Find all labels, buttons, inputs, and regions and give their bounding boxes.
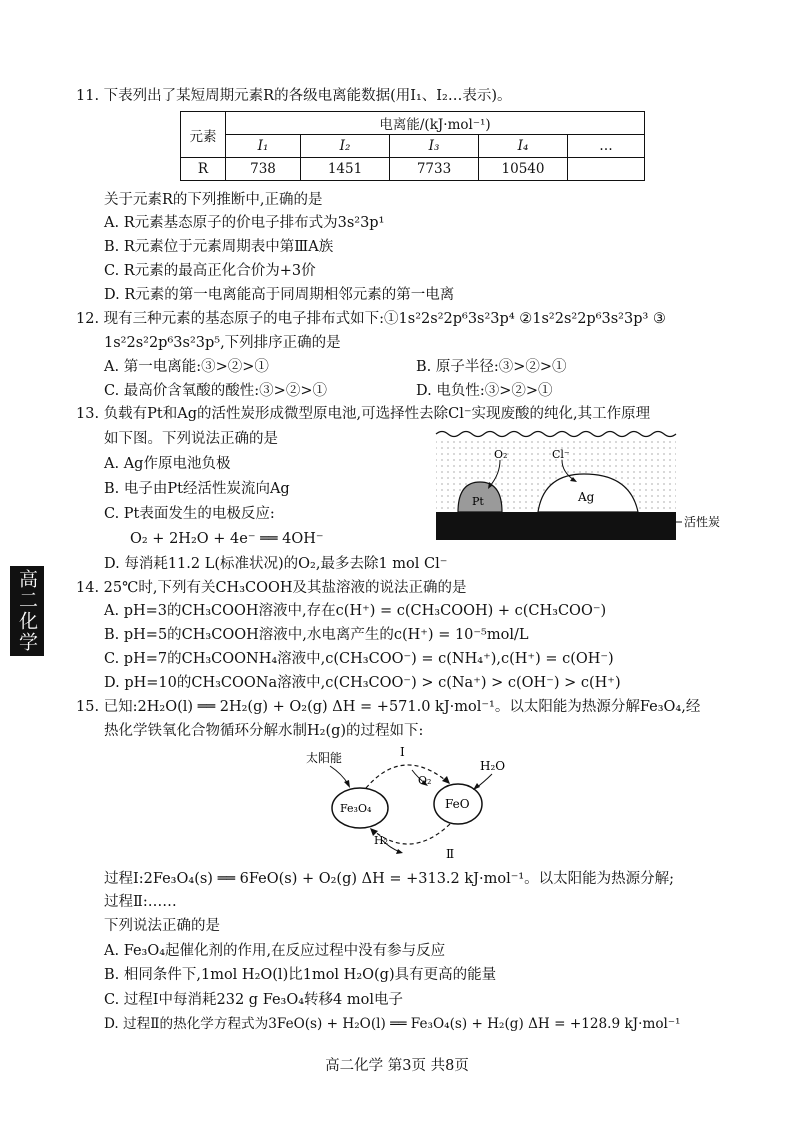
table-subheader: …	[568, 135, 645, 158]
table-cell: 7733	[390, 158, 479, 181]
h2-label: H₂	[374, 834, 389, 847]
step-i-arrow	[366, 765, 450, 788]
q13-option-a: A. Ag作原电池负极	[104, 456, 231, 472]
water-splitting-cycle-figure	[300, 744, 530, 864]
o2-label: O₂	[418, 774, 432, 787]
q13-option-c-equation: O₂ + 2H₂O + 4e⁻ ══ 4OH⁻	[130, 531, 324, 547]
fe3o4-label: Fe₃O₄	[340, 802, 372, 815]
q15-stem-line1: 15. 已知:2H₂O(l) ══ 2H₂(g) + O₂(g) ΔH = +571.0 kJ·mol⁻¹。以太阳能为热源分解Fe₃O₄,经	[76, 699, 701, 715]
q11-option-d: D. R元素的第一电离能高于同周期相邻元素的第一电离	[104, 287, 455, 303]
h2-release-arrowhead	[396, 849, 403, 854]
h2o-input-arrowhead	[473, 783, 480, 790]
q15-prompt: 下列说法正确的是	[104, 918, 220, 934]
table-cell: 1451	[301, 158, 390, 181]
solar-input-arrow	[330, 766, 348, 784]
table-cell	[568, 158, 645, 181]
q12-option-b: B. 原子半径:③>②>①	[416, 359, 567, 375]
galvanic-cell-figure	[434, 428, 744, 546]
q11-option-c: C. R元素的最高正化合价为+3价	[104, 263, 316, 279]
q12-option-a: A. 第一电离能:③>②>①	[104, 359, 269, 375]
side-subject-tab: 高二化学	[10, 566, 44, 656]
o2-label: O₂	[494, 448, 508, 461]
table-subheader: I₁	[226, 135, 301, 158]
q13-stem-line2: 如下图。下列说法正确的是	[104, 431, 278, 447]
q14-option-d: D. pH=10的CH₃COONa溶液中,c(CH₃COO⁻) > c(Na⁺) > c(OH⁻) > c(H⁺)	[104, 675, 621, 691]
carbon-label: 活性炭	[684, 515, 721, 529]
q13-option-c: C. Pt表面发生的电极反应:	[104, 506, 275, 522]
q15-option-a: A. Fe₃O₄起催化剂的作用,在反应过程中没有参与反应	[104, 943, 446, 959]
q14-option-b: B. pH=5的CH₃COOH溶液中,水电离产生的c(H⁺) = 10⁻⁵mol/L	[104, 627, 529, 643]
table-subheader: I₂	[301, 135, 390, 158]
table-header-energy: 电离能/(kJ·mol⁻¹)	[226, 112, 645, 135]
solar-input-arrowhead	[344, 780, 350, 788]
h2o-label: H₂O	[480, 759, 506, 773]
q15-option-c: C. 过程I中每消耗232 g Fe₃O₄转移4 mol电子	[104, 992, 404, 1008]
table-subheader: I₃	[390, 135, 479, 158]
q11-prompt: 关于元素R的下列推断中,正确的是	[104, 192, 323, 208]
q13-option-b: B. 电子由Pt经活性炭流向Ag	[104, 481, 290, 497]
q11-option-b: B. R元素位于元素周期表中第ⅢA族	[104, 239, 334, 255]
liquid-surface	[436, 432, 676, 437]
q15-stem-line2: 热化学铁氧化合物循环分解水制H₂(g)的过程如下:	[104, 723, 424, 739]
step-i-label: I	[400, 745, 405, 759]
feo-label: FeO	[445, 797, 470, 811]
table-cell: 738	[226, 158, 301, 181]
solar-label: 太阳能	[306, 751, 343, 765]
table-header-element: 元素	[181, 112, 226, 158]
q13-option-d: D. 每消耗11.2 L(标准状况)的O₂,最多去除1 mol Cl⁻	[104, 556, 448, 572]
table-cell: 10540	[479, 158, 568, 181]
q15-process1: 过程I:2Fe₃O₄(s) ══ 6FeO(s) + O₂(g) ΔH = +313.2 kJ·mol⁻¹。以太阳能为热源分解;	[104, 871, 675, 887]
ionization-energy-table	[180, 111, 645, 181]
q14-option-a: A. pH=3的CH₃COOH溶液中,存在c(H⁺) = c(CH₃COOH) + c(CH₃COO⁻)	[104, 603, 607, 619]
q12-option-d: D. 电负性:③>②>①	[416, 383, 553, 399]
q15-process2: 过程Ⅱ:……	[104, 894, 177, 910]
q15-option-d: D. 过程Ⅱ的热化学方程式为3FeO(s) + H₂O(l) ══ Fe₃O₄(s) + H₂(g) ΔH = +128.9 kJ·mol⁻¹	[104, 1016, 681, 1032]
cl-label: Cl⁻	[552, 448, 570, 461]
table-subheader: I₄	[479, 135, 568, 158]
q11-option-a: A. R元素基态原子的价电子排布式为3s²3p¹	[104, 215, 385, 231]
q12-option-c: C. 最高价含氧酸的酸性:③>②>①	[104, 383, 327, 399]
page-footer: 高二化学 第3页 共8页	[325, 1058, 469, 1074]
q13-stem-line1: 13. 负载有Pt和Ag的活性炭形成微型原电池,可选择性去除Cl⁻实现废酸的纯化,其工作原理	[76, 406, 651, 422]
q12-stem-line2: 1s²2s²2p⁶3s²3p⁵,下列排序正确的是	[104, 335, 341, 351]
ag-label: Ag	[578, 490, 595, 504]
q11-stem: 11. 下表列出了某短周期元素R的各级电离能数据(用I₁、I₂…表示)。	[76, 88, 512, 104]
step-i-arrowhead	[442, 776, 450, 784]
step-ii-label: Ⅱ	[446, 847, 455, 861]
table-row-label: R	[181, 158, 226, 181]
pt-label: Pt	[472, 495, 484, 508]
q14-option-c: C. pH=7的CH₃COONH₄溶液中,c(CH₃COO⁻) = c(NH₄⁺),c(H⁺) = c(OH⁻)	[104, 651, 614, 667]
q12-stem-line1: 12. 现有三种元素的基态原子的电子排布式如下:①1s²2s²2p⁶3s²3p⁴ ②1s²2s²2p⁶3s²3p³ ③	[76, 311, 666, 327]
q14-stem: 14. 25℃时,下列有关CH₃COOH及其盐溶液的说法正确的是	[76, 580, 467, 596]
activated-carbon-layer	[436, 512, 676, 540]
q15-option-b: B. 相同条件下,1mol H₂O(l)比1mol H₂O(g)具有更高的能量	[104, 967, 497, 983]
